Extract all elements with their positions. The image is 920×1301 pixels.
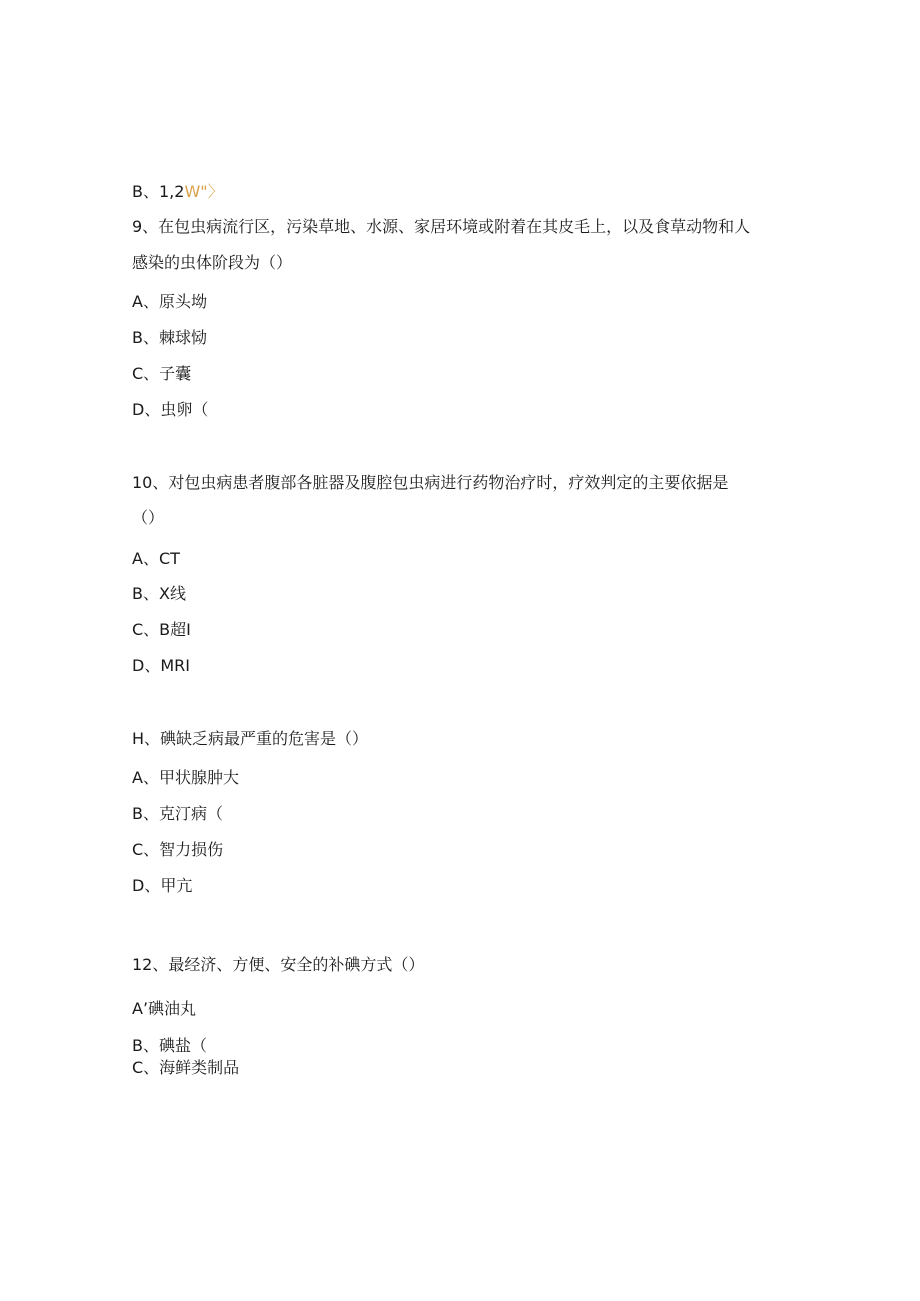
- question-12-option-b: B、碘盐（: [132, 1036, 207, 1055]
- question-11-line-1: H、碘缺乏病最严重的危害是（）: [132, 729, 369, 748]
- question-9-line-1: 9、在包虫病流行区，污染草地、水源、家居环境或附着在其皮毛上，以及食草动物和人: [132, 217, 751, 236]
- question-12-option-a: A’碘油丸: [132, 999, 197, 1018]
- question-10-option-c: C、B超I: [132, 620, 191, 639]
- question-11-option-a: A、甲状腺肿大: [132, 768, 239, 787]
- question-10-option-a: A、CT: [132, 549, 180, 568]
- option-text: B、1,2: [132, 182, 185, 201]
- option-accent-text: W"〉: [184, 182, 224, 201]
- question-12-line-1: 12、最经济、方便、安全的补碘方式（）: [132, 955, 425, 974]
- question-10-line-1: 10、对包虫病患者腹部各脏器及腹腔包虫病进行药物治疗时，疗效判定的主要依据是: [132, 473, 729, 492]
- question-9-option-a: A、原头坳: [132, 292, 207, 311]
- question-11-option-b: B、克汀病（: [132, 804, 223, 823]
- question-11-option-c: C、智力损伤: [132, 840, 224, 859]
- question-9-option-d: D、虫卵（: [132, 400, 209, 419]
- question-9-option-c: C、子囊: [132, 364, 192, 383]
- question-9-option-b: B、棘球恸: [132, 328, 207, 347]
- question-12-option-c: C、海鲜类制品: [132, 1058, 240, 1077]
- question-10-line-2: （）: [132, 508, 165, 527]
- answer-option-b-prev: [132, 182, 224, 202]
- question-10-option-b: B、X线: [132, 584, 186, 603]
- question-9-line-2: 感染的虫体阶段为（）: [132, 253, 293, 272]
- question-11-option-d: D、甲亢: [132, 876, 193, 895]
- question-10-option-d: D、MRI: [132, 656, 190, 675]
